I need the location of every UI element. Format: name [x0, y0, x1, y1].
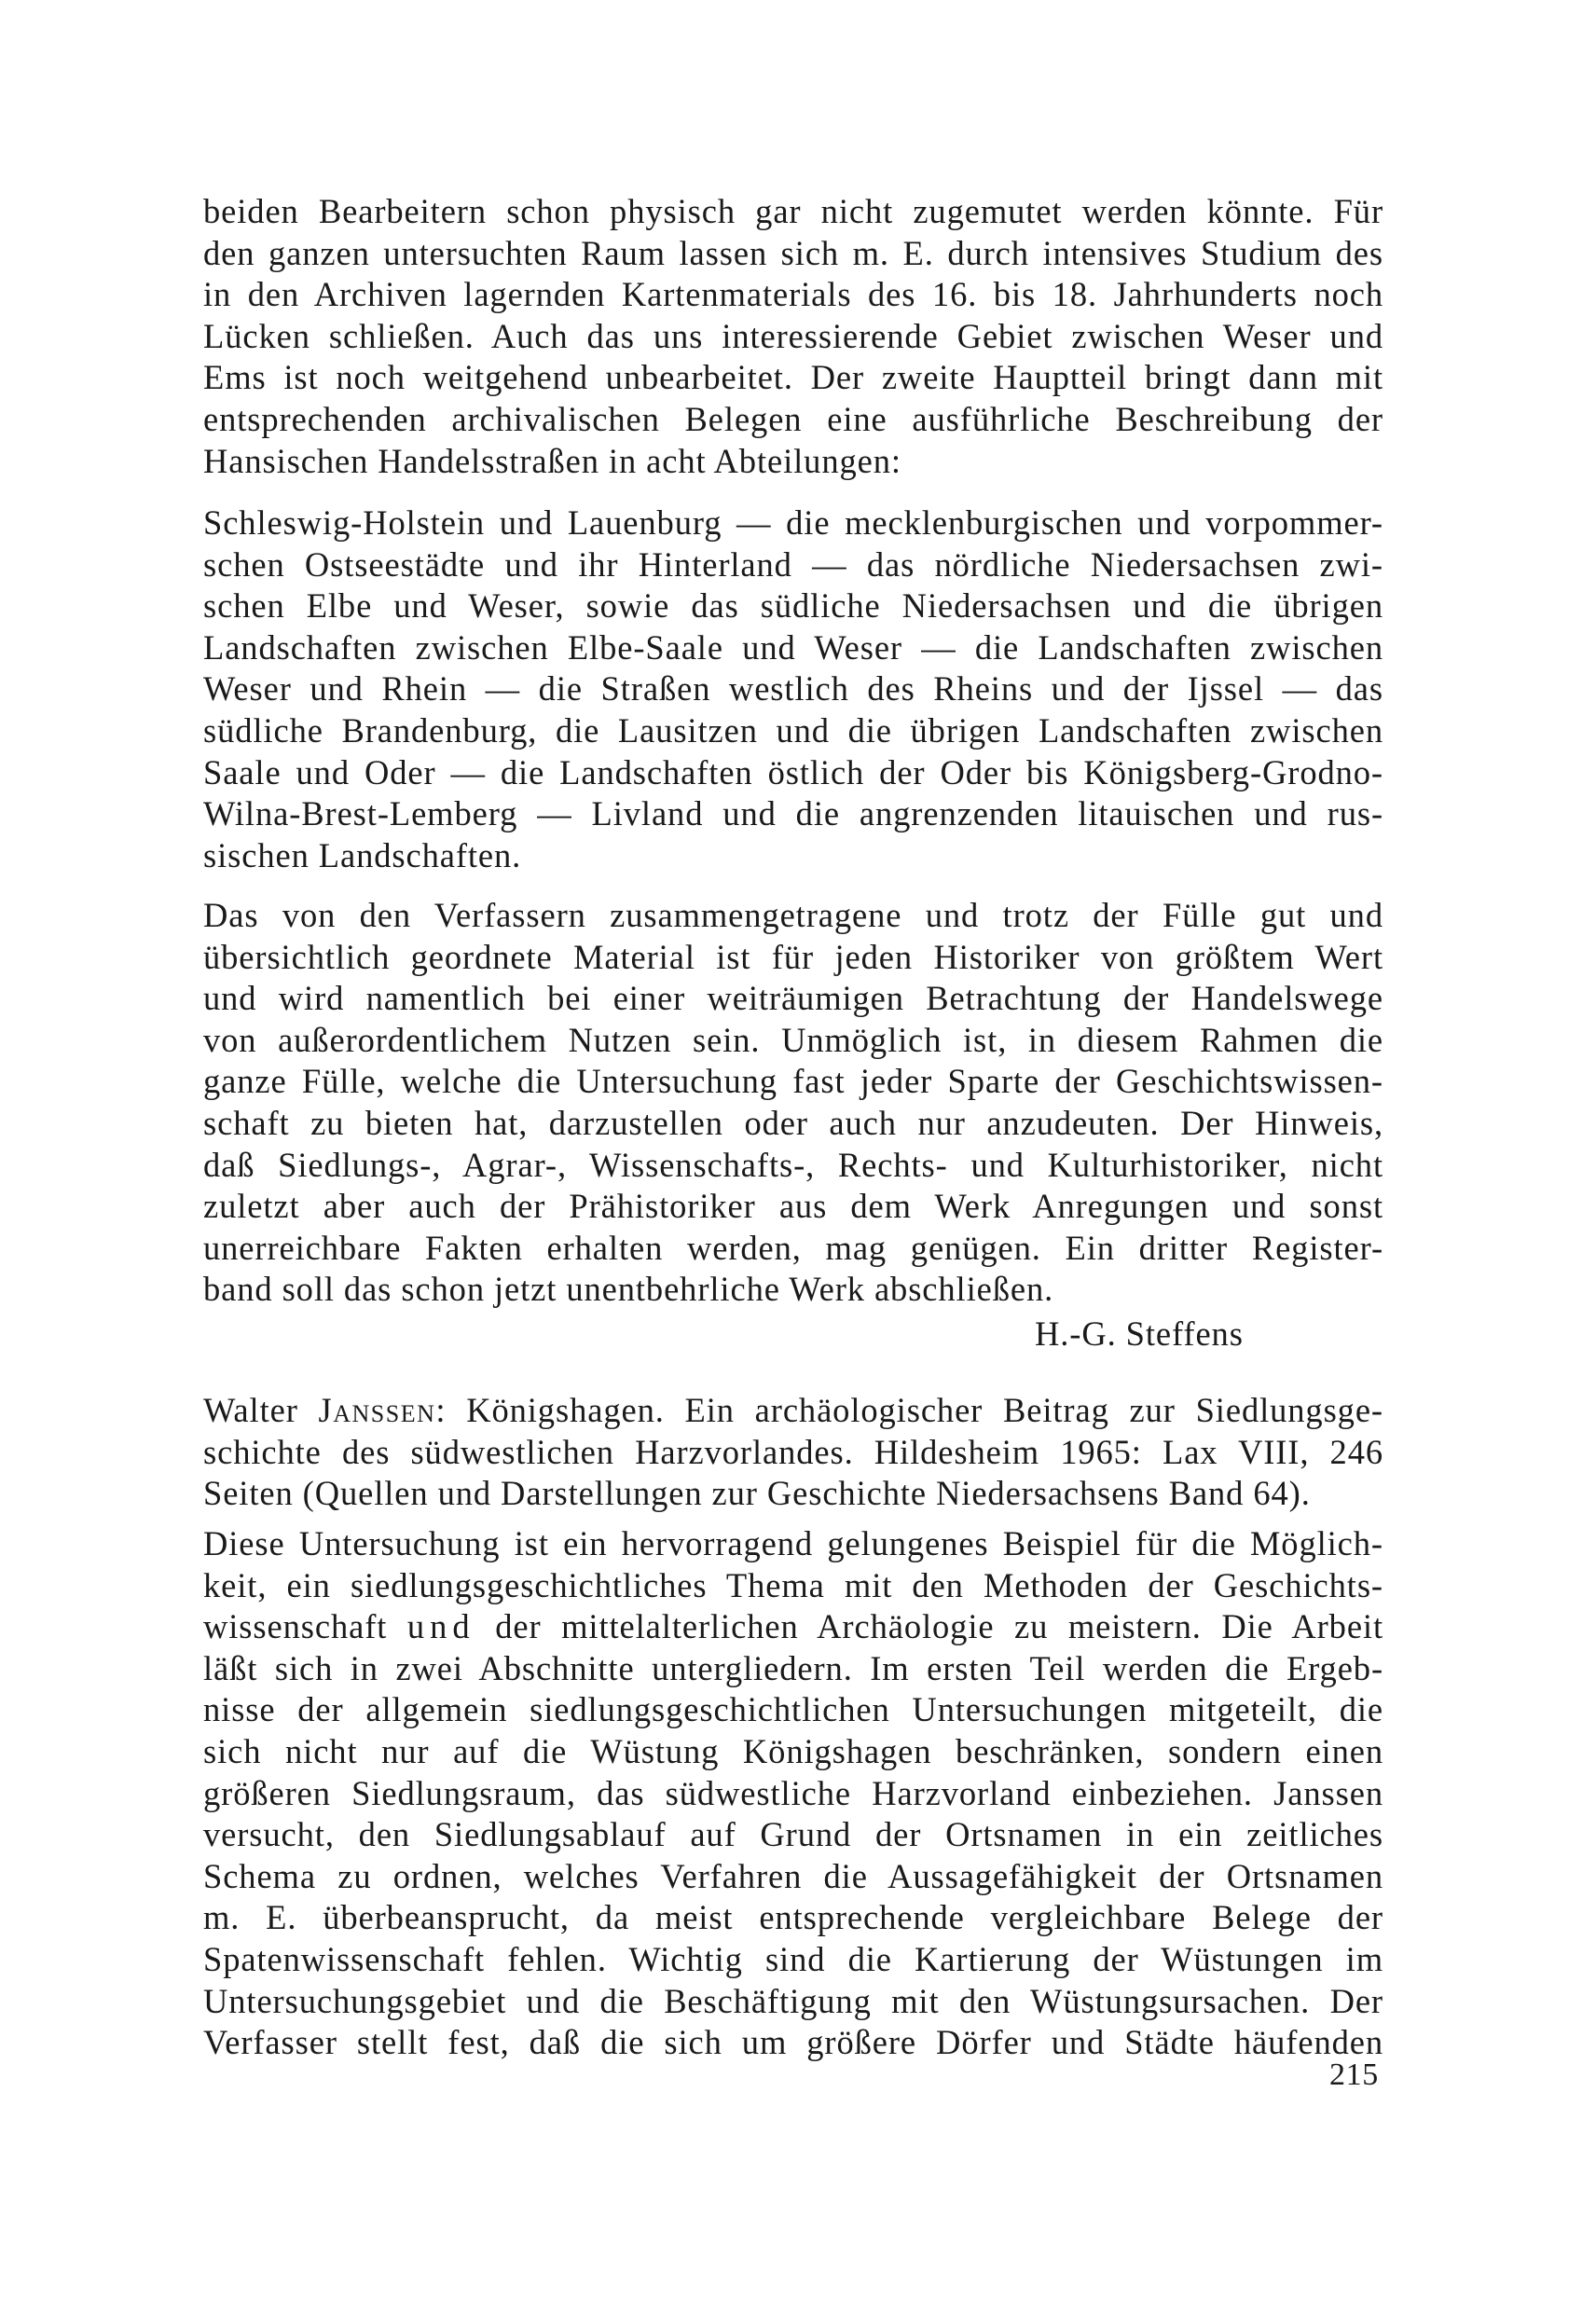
text-line: übersichtlich geordnete Material ist für jeden Historiker von größtem Wert	[203, 937, 1383, 976]
text-line: und wird namentlich bei einer weiträumigen Betrachtung der Handelswege	[203, 979, 1383, 1018]
heading-line	[203, 1390, 1383, 1432]
text-line: Untersuchungsgebiet und die Beschäftigung mit den Wüstungsursachen. Der	[203, 1981, 1383, 2020]
text-line: schen Ostseestädte und ihr Hinterland — das nördliche Niedersachsen zwi-	[203, 544, 1383, 584]
trade-route-sections-paragraph	[203, 502, 1383, 876]
text-line: Das von den Verfassern zusammengetragene und trotz der Fülle gut und	[203, 896, 1383, 934]
heading-line: Seiten (Quellen und Darstellungen zur Geschichte Niedersachsens Band 64).	[203, 1474, 1311, 1513]
book-title: : Königshagen. Ein archäologischer Beitrag zur Siedlungsge-	[435, 1391, 1383, 1429]
review-paragraph-1	[203, 191, 1383, 482]
text-line: läßt sich in zwei Abschnitte untergliedern. Im ersten Teil werden die Ergeb-	[203, 1648, 1383, 1687]
text-line: versucht, den Siedlungsablauf auf Grund der Ortsnamen in ein zeitliches	[203, 1815, 1383, 1854]
text-line: in den Archiven lagernden Kartenmaterials des 16. bis 18. Jahrhunderts noch	[203, 275, 1383, 314]
text-line: zuletzt aber auch der Prähistoriker aus dem Werk Anregungen und sonst	[203, 1187, 1383, 1226]
reviewer-signature: H.-G. Steffens	[1035, 1314, 1244, 1353]
text-fragment: der mittelalterlichen Archäologie zu meistern. Die Arbeit	[475, 1607, 1383, 1646]
text-line: Diese Untersuchung ist ein hervorragend gelungenes Beispiel für die Möglich-	[203, 1524, 1383, 1562]
text-line: Landschaften zwischen Elbe-Saale und Weser — die Landschaften zwischen	[203, 627, 1383, 667]
text-line: sich nicht nur auf die Wüstung Königshagen beschränken, sondern einen	[203, 1731, 1383, 1770]
text-line: Verfasser stellt fest, daß die sich um größere Dörfer und Städte häufenden	[203, 2023, 1383, 2062]
review-2-paragraph-1	[203, 1523, 1383, 2064]
text-line: Spatenwissenschaft fehlen. Wichtig sind die Kartierung der Wüstungen im	[203, 1939, 1383, 1978]
text-line: den ganzen untersuchten Raum lassen sich m. E. durch intensives Studium des	[203, 233, 1383, 272]
text-line: größeren Siedlungsraum, das südwestliche Harzvorland einbeziehen. Janssen	[203, 1773, 1383, 1812]
text-line: ganze Fülle, welche die Untersuchung fast jeder Sparte der Geschichtswissen-	[203, 1062, 1383, 1101]
text-line: band soll das schon jetzt unentbehrliche Werk abschließen.	[203, 1270, 1054, 1309]
text-line: beiden Bearbeitern schon physisch gar nicht zugemutet werden könnte. Für	[203, 192, 1383, 230]
text-line: entsprechenden archivalischen Belegen eine ausführliche Beschreibung der	[203, 399, 1383, 438]
text-line: m. E. überbeansprucht, da meist entsprechende vergleichbare Belege der	[203, 1898, 1383, 1937]
text-line: sischen Landschaften.	[203, 835, 522, 874]
text-line: Hansischen Handelsstraßen in acht Abteilungen:	[203, 441, 901, 480]
text-line: Schleswig-Holstein und Lauenburg — die mecklenburgischen und vorpommer-	[203, 503, 1383, 542]
author-first-name: Walter	[203, 1391, 319, 1429]
text-line: Ems ist noch weitgehend unbearbeitet. Der zweite Hauptteil bringt dann mit	[203, 358, 1383, 397]
text-line: unerreichbare Fakten erhalten werden, mag genügen. Ein dritter Register-	[203, 1228, 1383, 1267]
review-paragraph-3	[203, 895, 1383, 1311]
emphasized-word: und	[406, 1607, 475, 1646]
heading-line: schichte des südwestlichen Harzvorlandes. Hildesheim 1965: Lax VIII, 246	[203, 1432, 1383, 1471]
text-line: Wilna-Brest-Lemberg — Livland und die angrenzenden litauischen und rus-	[203, 794, 1383, 833]
text-line: keit, ein siedlungsgeschichtliches Thema mit den Methoden der Geschichts-	[203, 1565, 1383, 1604]
text-line: daß Siedlungs-, Agrar-, Wissenschafts-, Rechts- und Kulturhistoriker, nicht	[203, 1145, 1383, 1184]
text-line: schaft zu bieten hat, darzustellen oder auch nur anzudeuten. Der Hinweis,	[203, 1103, 1383, 1142]
text-line: südliche Brandenburg, die Lausitzen und die übrigen Landschaften zwischen	[203, 710, 1383, 750]
text-line: von außerordentlichem Nutzen sein. Unmöglich ist, in diesem Rahmen die	[203, 1020, 1383, 1059]
text-line: Saale und Oder — die Landschaften östlich der Oder bis Königsberg-Grodno-	[203, 752, 1383, 791]
text-line: nisse der allgemein siedlungsgeschichtlichen Untersuchungen mitgeteilt, die	[203, 1690, 1383, 1729]
text-line: schen Elbe und Weser, sowie das südliche Niedersachsen und die übrigen	[203, 586, 1383, 626]
page-number: 215	[1329, 2057, 1379, 2092]
text-line: Weser und Rhein — die Straßen westlich des Rheins und der Ijssel — das	[203, 669, 1383, 709]
text-line: Lücken schließen. Auch das uns interessierende Gebiet zwischen Weser und	[203, 316, 1383, 355]
review-heading	[203, 1390, 1383, 1515]
text-fragment: wissenschaft	[203, 1607, 407, 1646]
text-line: Schema zu ordnen, welches Verfahren die Aussagefähigkeit der Ortsnamen	[203, 1856, 1383, 1895]
text-line	[203, 1606, 1383, 1648]
author-surname: Janssen	[318, 1391, 436, 1429]
